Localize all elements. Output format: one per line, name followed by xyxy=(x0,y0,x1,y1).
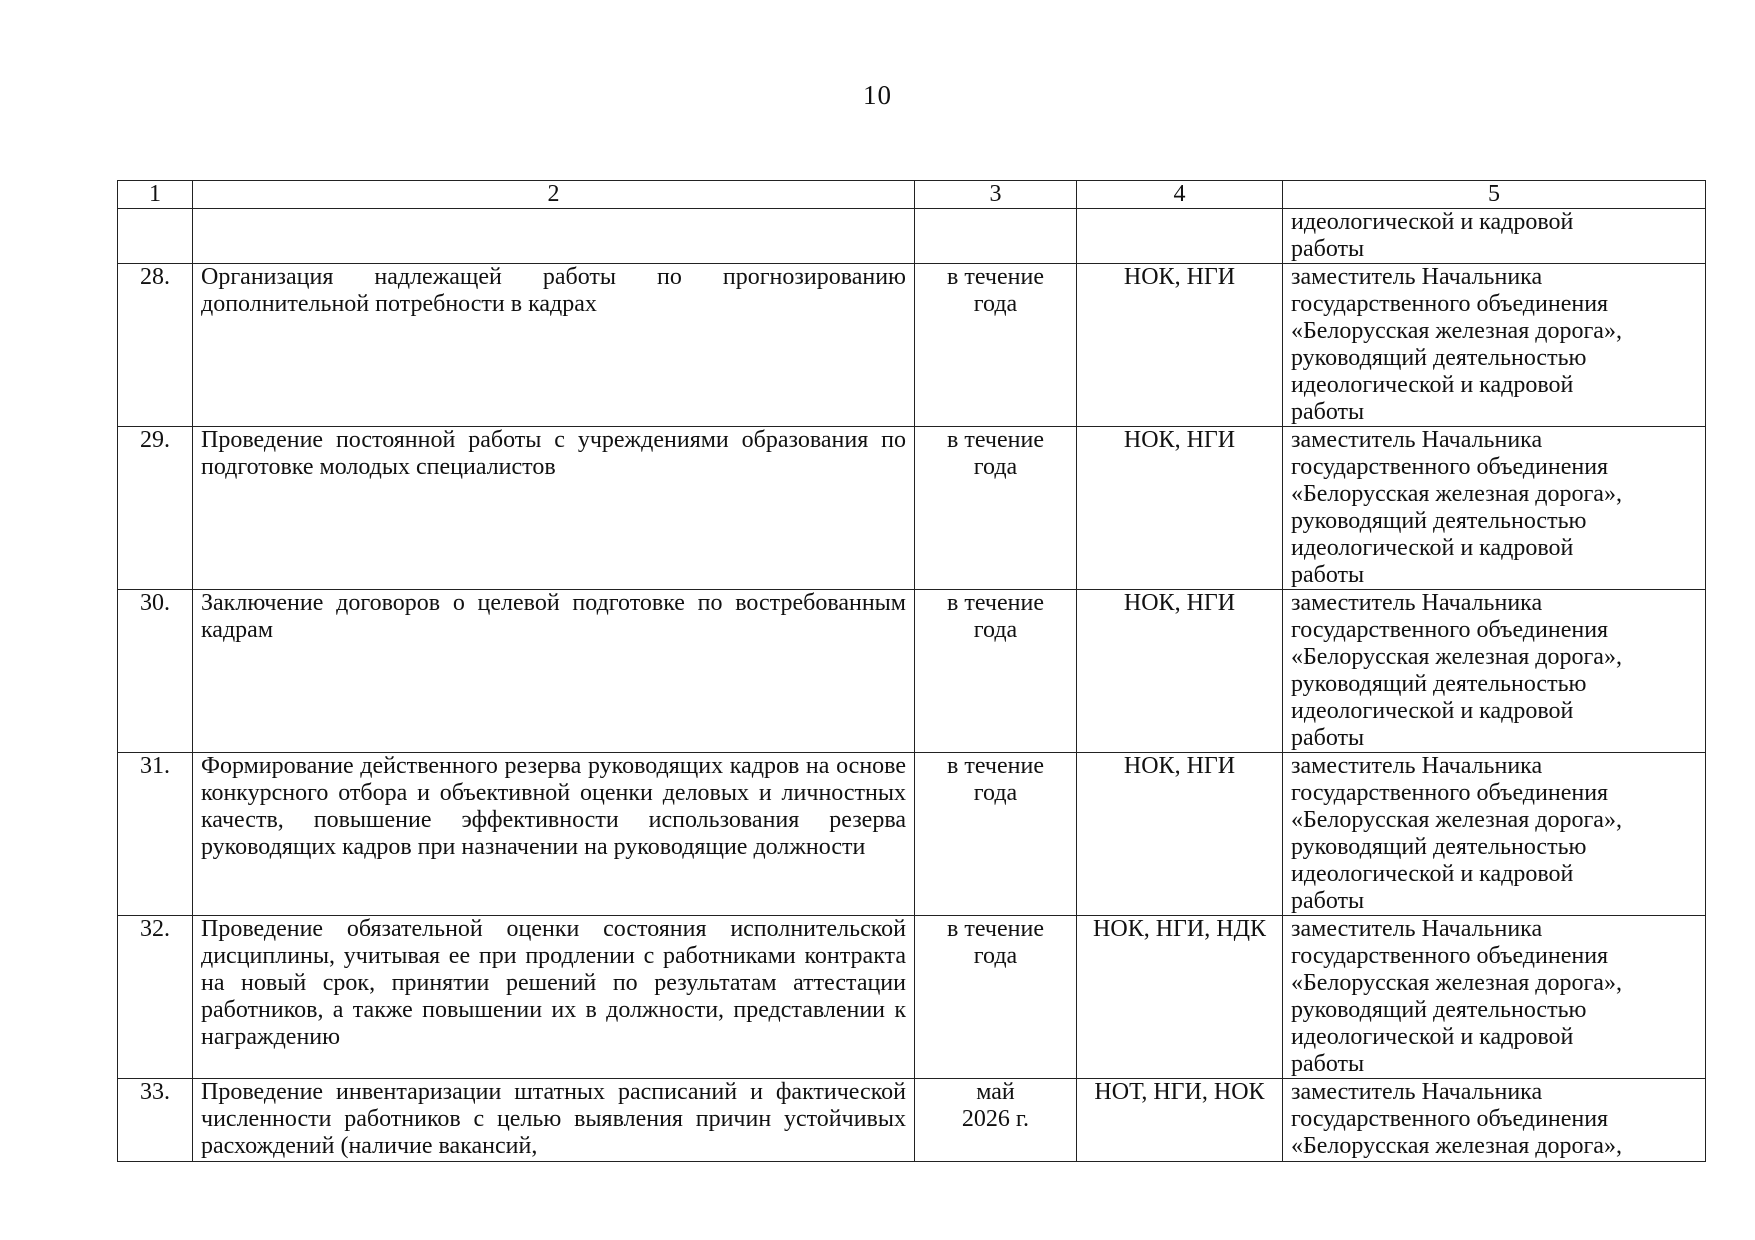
header-cell: 1 xyxy=(118,181,193,209)
responsible-line: идеологической и кадровой xyxy=(1291,861,1574,887)
table-row xyxy=(118,427,1706,590)
term-line: года xyxy=(973,617,1018,643)
row-measure: Проведение инвентаризации штатных расписаний и фактической численности работников с целью выявления причин устойчивых расхождений (наличие вакансий, xyxy=(193,1079,915,1162)
responsible-line: «Белорусская железная дорога», xyxy=(1291,807,1622,833)
row-measure: Формирование действенного резерва руководящих кадров на основе конкурсного отбора и объективной оценки деловых и личностных качеств, повышение эффективности использования резерва руководящих кадров при назначении на руководящие должности xyxy=(193,753,915,916)
row-measure xyxy=(193,209,915,264)
term-line: в течение xyxy=(947,916,1044,942)
row-responsible xyxy=(1283,753,1706,916)
responsible-line: государственного объединения xyxy=(1291,291,1609,317)
row-responsible xyxy=(1283,916,1706,1079)
responsible-line: руководящий деятельностью xyxy=(1291,997,1587,1023)
responsible-line: заместитель Начальника xyxy=(1291,1079,1543,1105)
table-row xyxy=(118,753,1706,916)
term-line: года xyxy=(973,780,1018,806)
term-line: года xyxy=(973,291,1018,317)
responsible-line: руководящий деятельностью xyxy=(1291,508,1587,534)
header-cell: 5 xyxy=(1283,181,1706,209)
row-measure: Проведение постоянной работы с учреждениями образования по подготовке молодых специалистов xyxy=(193,427,915,590)
row-executors: НОК, НГИ xyxy=(1077,753,1283,916)
responsible-line: работы xyxy=(1291,236,1365,262)
responsible-line: заместитель Начальника xyxy=(1291,264,1543,290)
responsible-line: государственного объединения xyxy=(1291,780,1609,806)
row-responsible xyxy=(1283,1079,1706,1162)
row-number xyxy=(118,209,193,264)
term-line: в течение xyxy=(947,427,1044,453)
row-term xyxy=(915,1079,1077,1162)
row-responsible xyxy=(1283,264,1706,427)
responsible-line: государственного объединения xyxy=(1291,943,1609,969)
header-cell: 4 xyxy=(1077,181,1283,209)
row-number: 32. xyxy=(118,916,193,1079)
responsible-line: руководящий деятельностью xyxy=(1291,671,1587,697)
responsible-line: государственного объединения xyxy=(1291,454,1609,480)
responsible-line: идеологической и кадровой xyxy=(1291,372,1574,398)
responsible-line: заместитель Начальника xyxy=(1291,590,1543,616)
row-term xyxy=(915,264,1077,427)
table-row xyxy=(118,590,1706,753)
table-row xyxy=(118,264,1706,427)
responsible-line: заместитель Начальника xyxy=(1291,916,1543,942)
row-responsible xyxy=(1283,427,1706,590)
responsible-line: руководящий деятельностью xyxy=(1291,345,1587,371)
responsible-line: «Белорусская железная дорога», xyxy=(1291,644,1622,670)
row-term xyxy=(915,916,1077,1079)
page-number: 10 xyxy=(863,80,892,110)
responsible-line: работы xyxy=(1291,1051,1365,1077)
term-line: 2026 г. xyxy=(961,1106,1030,1132)
row-responsible xyxy=(1283,590,1706,753)
term-line: в течение xyxy=(947,264,1044,290)
responsible-line: «Белорусская железная дорога», xyxy=(1291,1133,1622,1159)
term-line: в течение xyxy=(947,590,1044,616)
responsible-line: заместитель Начальника xyxy=(1291,427,1543,453)
responsible-line: идеологической и кадровой xyxy=(1291,698,1574,724)
responsible-line: государственного объединения xyxy=(1291,1106,1609,1132)
responsible-line: идеологической и кадровой xyxy=(1291,209,1574,235)
plan-table xyxy=(117,180,1706,1162)
row-number: 29. xyxy=(118,427,193,590)
row-number: 31. xyxy=(118,753,193,916)
term-line: май xyxy=(976,1079,1015,1105)
row-executors: НОК, НГИ, НДК xyxy=(1077,916,1283,1079)
row-term xyxy=(915,427,1077,590)
row-responsible xyxy=(1283,209,1706,264)
row-term xyxy=(915,209,1077,264)
row-executors: НОК, НГИ xyxy=(1077,264,1283,427)
row-number: 33. xyxy=(118,1079,193,1162)
responsible-line: заместитель Начальника xyxy=(1291,753,1543,779)
responsible-line: «Белорусская железная дорога», xyxy=(1291,318,1622,344)
responsible-line: работы xyxy=(1291,888,1365,914)
term-line: года xyxy=(973,454,1018,480)
row-executors xyxy=(1077,209,1283,264)
responsible-line: идеологической и кадровой xyxy=(1291,1024,1574,1050)
row-measure: Проведение обязательной оценки состояния исполнительской дисциплины, учитывая ее при продлении с работниками контракта на новый срок, принятии решений по результатам аттестации работников, а также повышении их в должности, представлении к награждению xyxy=(193,916,915,1079)
responsible-line: идеологической и кадровой xyxy=(1291,535,1574,561)
row-measure: Организация надлежащей работы по прогнозированию дополнительной потребности в кадрах xyxy=(193,264,915,427)
table-row-continued xyxy=(118,209,1706,264)
row-measure: Заключение договоров о целевой подготовке по востребованным кадрам xyxy=(193,590,915,753)
responsible-line: работы xyxy=(1291,562,1365,588)
table-row xyxy=(118,916,1706,1079)
responsible-line: «Белорусская железная дорога», xyxy=(1291,970,1622,996)
row-executors: НОТ, НГИ, НОК xyxy=(1077,1079,1283,1162)
row-term xyxy=(915,753,1077,916)
responsible-line: работы xyxy=(1291,399,1365,425)
row-number: 28. xyxy=(118,264,193,427)
header-cell: 2 xyxy=(193,181,915,209)
responsible-line: работы xyxy=(1291,725,1365,751)
row-term xyxy=(915,590,1077,753)
term-line: года xyxy=(973,943,1018,969)
responsible-line: «Белорусская железная дорога», xyxy=(1291,481,1622,507)
responsible-line: руководящий деятельностью xyxy=(1291,834,1587,860)
term-line: в течение xyxy=(947,753,1044,779)
row-number: 30. xyxy=(118,590,193,753)
row-executors: НОК, НГИ xyxy=(1077,590,1283,753)
header-cell: 3 xyxy=(915,181,1077,209)
table-header-row xyxy=(118,181,1706,209)
row-executors: НОК, НГИ xyxy=(1077,427,1283,590)
table-row xyxy=(118,1079,1706,1162)
responsible-line: государственного объединения xyxy=(1291,617,1609,643)
